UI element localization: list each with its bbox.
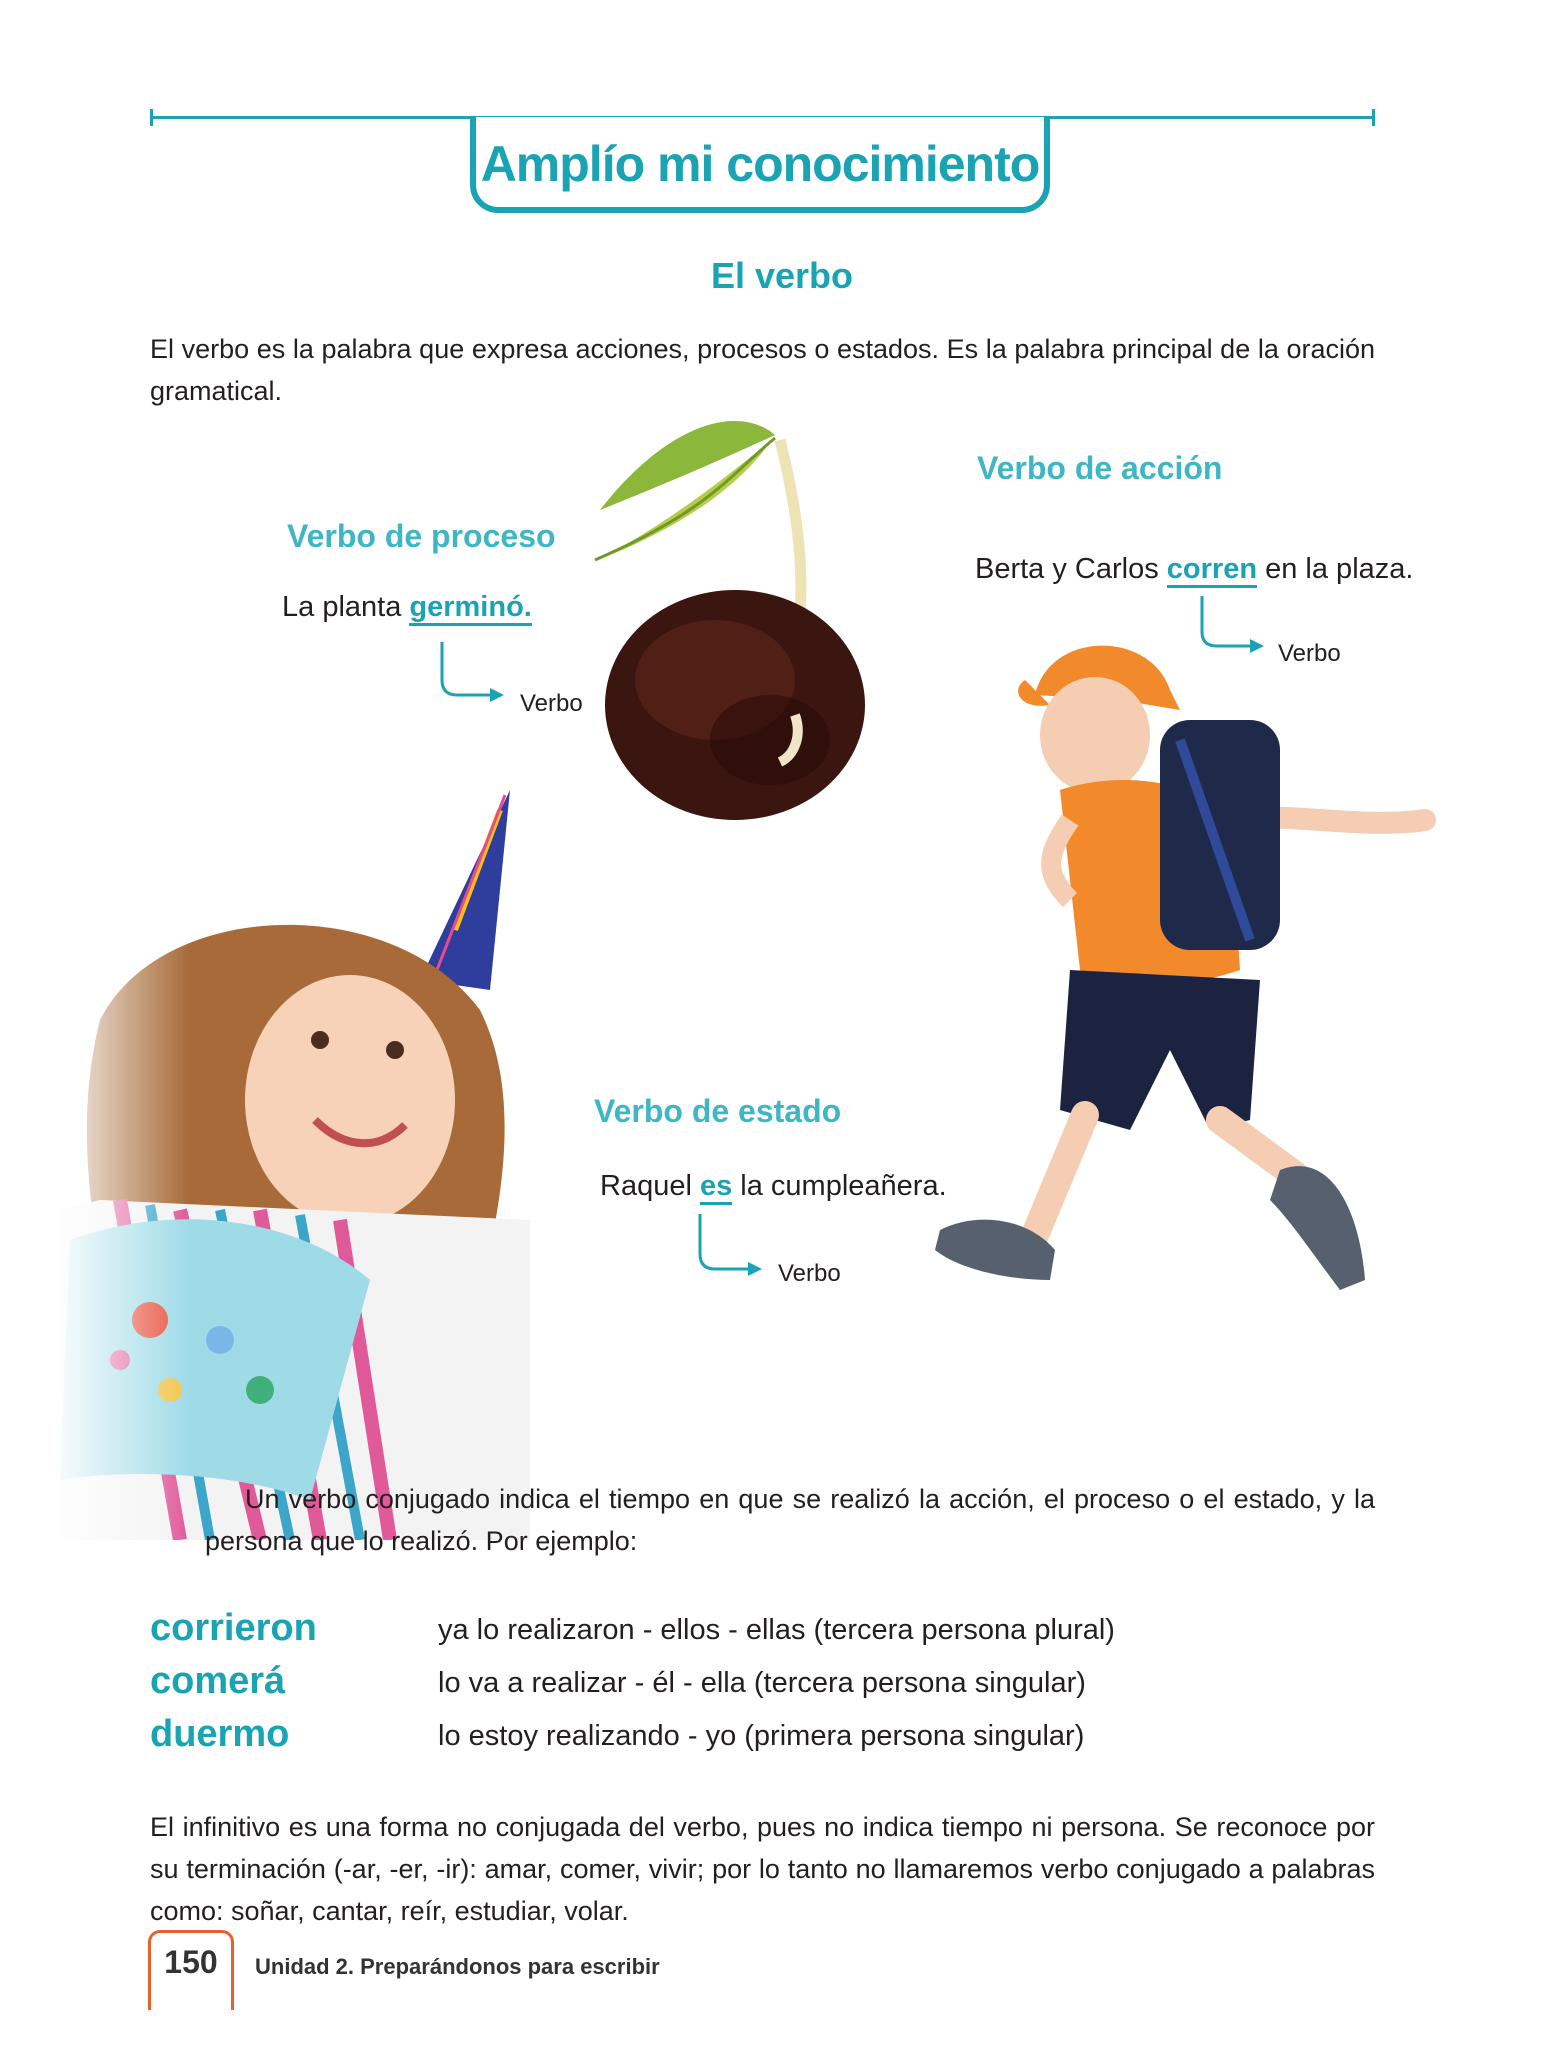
proceso-title: Verbo de proceso [287,518,556,554]
running-boy-photo [920,610,1440,1380]
accion-verb: corren [1167,553,1257,588]
estado-verb: es [700,1170,732,1205]
proceso-text-before: La planta [282,591,410,623]
accion-title: Verbo de acción [977,450,1223,486]
accion-label: Verbo [1278,640,1341,667]
unit-footer: Unidad 2. Preparándonos para escribir [255,1954,660,1979]
estado-sentence [600,1170,947,1203]
conj-word-3: duermo [150,1713,290,1755]
proceso-verb: germinó. [409,591,531,626]
conj-word-2: comerá [150,1660,286,1702]
proceso-label: Verbo [520,690,583,717]
conjugation-intro: Un verbo conjugado indica el tiempo en que se realizó la acción, el proceso o el estado, y la persona que lo realizó. Por ejemplo: [205,1484,1375,1556]
proceso-arrow [430,640,510,705]
estado-text-before: Raquel [600,1170,700,1202]
intro-paragraph: El verbo es la palabra que expresa acciones, procesos o estados. Es la palabra principal de la oración gramatical. [150,334,1375,406]
proceso-sentence [282,591,532,624]
estado-label: Verbo [778,1260,841,1287]
page-title: Amplío mi conocimiento [480,136,1040,192]
birthday-girl-photo [60,780,580,1540]
seed-sprout-photo [540,400,920,850]
conj-desc-1: ya lo realizaron - ellos - ellas (tercera persona plural) [438,1614,1115,1646]
infinitive-paragraph: El infinitivo es una forma no conjugada del verbo, pues no indica tiempo ni persona. Se reconoce por su terminación (-ar, -er, -ir): amar, comer, vivir; por lo tanto no llamaremos verbo conjugado a palabras como: soñar, cantar, reír, estudiar, volar. [150,1812,1375,1926]
estado-text-after: la cumpleañera. [732,1170,947,1202]
accion-text-before: Berta y Carlos [975,553,1167,585]
accion-sentence [975,553,1413,586]
conj-desc-2: lo va a realizar - él - ella (tercera persona singular) [438,1667,1086,1699]
accion-text-after: en la plaza. [1257,553,1414,585]
header-rule-tick-left [150,109,153,126]
conj-desc-3: lo estoy realizando - yo (primera persona singular) [438,1720,1085,1752]
section-title: El verbo [710,255,854,296]
header-rule-tick-right [1372,109,1375,126]
estado-arrow [688,1212,768,1282]
page-number: 150 [164,1944,218,1980]
estado-title: Verbo de estado [594,1093,842,1129]
conj-word-1: corrieron [150,1607,317,1649]
accion-arrow [1190,594,1270,659]
